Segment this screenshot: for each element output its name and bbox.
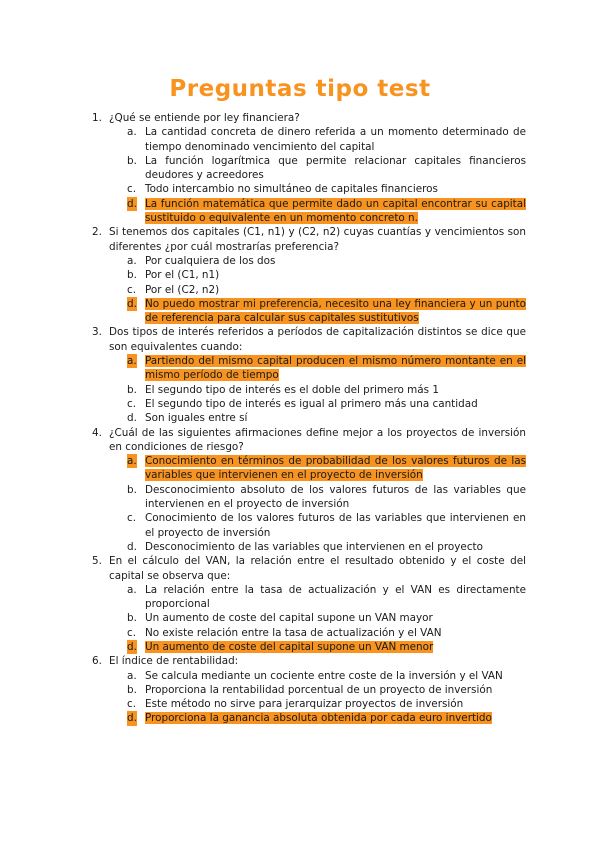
question-list <box>92 111 526 726</box>
option-letter: b. <box>127 154 137 167</box>
answer-option <box>109 154 526 183</box>
answer-option-correct <box>109 454 526 483</box>
option-text: Desconocimiento absoluto de los valores futuros de las variables que intervienen en el proyecto de inversión <box>145 483 526 511</box>
option-letter: d. <box>127 640 137 653</box>
option-text: Todo intercambio no simultáneo de capitales financieros <box>145 183 438 196</box>
option-letter: c. <box>127 698 137 711</box>
option-letter: b. <box>127 269 137 282</box>
option-text: Proporciona la ganancia absoluta obtenida por cada euro invertido <box>145 712 492 725</box>
question-item <box>92 111 526 225</box>
option-letter: a. <box>127 126 137 139</box>
option-letter: a. <box>127 669 137 682</box>
answer-option-correct <box>109 640 526 654</box>
answer-option-correct <box>109 711 526 725</box>
answer-option <box>109 683 526 697</box>
question-text: El índice de rentabilidad: <box>109 655 239 668</box>
option-text: No existe relación entre la tasa de actualización y el VAN <box>145 626 442 639</box>
question-text: ¿Qué se entiende por ley financiera? <box>109 112 300 124</box>
question-item <box>92 325 526 425</box>
option-letter: d. <box>127 540 137 553</box>
option-text: La relación entre la tasa de actualización y el VAN es directamente proporcional <box>145 583 526 611</box>
option-letter: d. <box>127 712 137 725</box>
option-letter: b. <box>127 383 137 396</box>
answer-option <box>109 626 526 640</box>
page-title: Preguntas tipo test <box>169 76 431 102</box>
question-number: 3. <box>92 326 102 339</box>
answer-options <box>109 454 526 554</box>
option-letter: a. <box>127 355 137 368</box>
option-letter: d. <box>127 197 137 210</box>
question-item <box>92 654 526 725</box>
option-text: La función logarítmica que permite relacionar capitales financieros deudores y acreedores <box>145 154 526 182</box>
question-text: Dos tipos de interés referidos a períodos de capitalización distintos se dice que son equivalentes cuando: <box>109 326 526 353</box>
answer-option <box>109 182 526 196</box>
option-text: Por el (C2, n2) <box>145 283 220 296</box>
answer-option <box>109 125 526 154</box>
question-number: 2. <box>92 226 102 239</box>
option-text: Desconocimiento de las variables que intervienen en el proyecto <box>145 540 483 553</box>
answer-option-correct <box>109 197 526 226</box>
option-text: Son iguales entre sí <box>145 412 248 425</box>
answer-options <box>109 669 526 726</box>
answer-option <box>109 669 526 683</box>
question-number: 4. <box>92 426 102 439</box>
question-number: 1. <box>92 112 102 124</box>
answer-options <box>109 583 526 654</box>
option-letter: c. <box>127 626 137 639</box>
option-letter: b. <box>127 683 137 696</box>
answer-option <box>109 611 526 625</box>
option-text: No puedo mostrar mi preferencia, necesito una ley financiera y un punto de referencia para calcular sus capitales sustitutivos <box>145 297 526 325</box>
option-letter: d. <box>127 297 137 310</box>
answer-option <box>109 483 526 512</box>
option-letter: c. <box>127 512 137 525</box>
option-letter: b. <box>127 483 137 496</box>
question-item <box>92 225 526 325</box>
option-text: La cantidad concreta de dinero referida a un momento determinado de tiempo denominado vencimiento del capital <box>145 126 526 153</box>
option-text: La función matemática que permite dado un capital encontrar su capital sustituido o equivalente en un momento concreto n. <box>145 197 526 225</box>
answer-option-correct <box>109 297 526 326</box>
option-text: Por el (C1, n1) <box>145 269 220 282</box>
question-text: ¿Cuál de las siguientes afirmaciones define mejor a los proyectos de inversión en condiciones de riesgo? <box>109 426 526 453</box>
option-text: El segundo tipo de interés es igual al primero más una cantidad <box>145 397 478 410</box>
answer-option <box>109 397 526 411</box>
question-text: En el cálculo del VAN, la relación entre el resultado obtenido y el coste del capital se observa que: <box>109 555 526 582</box>
option-text: Un aumento de coste del capital supone un VAN mayor <box>145 612 433 625</box>
answer-options <box>109 125 526 225</box>
answer-option <box>109 697 526 711</box>
answer-option-correct <box>109 354 526 383</box>
question-number: 6. <box>92 655 102 668</box>
question-number: 5. <box>92 555 102 568</box>
option-text: Este método no sirve para jerarquizar proyectos de inversión <box>145 698 464 711</box>
option-letter: b. <box>127 612 137 625</box>
option-letter: a. <box>127 254 137 267</box>
answer-option <box>109 254 526 268</box>
option-text: El segundo tipo de interés es el doble del primero más 1 <box>145 383 439 396</box>
answer-option <box>109 411 526 425</box>
answer-option <box>109 283 526 297</box>
option-letter: a. <box>127 455 137 468</box>
answer-option <box>109 383 526 397</box>
option-letter: c. <box>127 397 137 410</box>
option-letter: c. <box>127 183 137 196</box>
answer-option <box>109 511 526 540</box>
question-item <box>92 426 526 555</box>
option-text: Un aumento de coste del capital supone un VAN menor <box>145 640 434 653</box>
answer-option <box>109 540 526 554</box>
option-letter: c. <box>127 283 137 296</box>
question-text: Si tenemos dos capitales (C1, n1) y (C2, n2) cuyas cuantías y vencimientos son diferentes ¿por cuál mostrarías preferencia? <box>109 226 526 253</box>
option-text: Se calcula mediante un cociente entre coste de la inversión y el VAN <box>145 669 503 682</box>
option-text: Por cualquiera de los dos <box>145 254 276 267</box>
option-text: Conocimiento en términos de probabilidad de los valores futuros de las variables que intervienen en el proyecto de inversión <box>145 455 526 482</box>
answer-option <box>109 268 526 282</box>
option-letter: d. <box>127 412 137 425</box>
answer-options <box>109 354 526 425</box>
question-item <box>92 554 526 654</box>
option-text: Proporciona la rentabilidad porcentual de un proyecto de inversión <box>145 683 493 696</box>
answer-options <box>109 254 526 325</box>
option-letter: a. <box>127 583 137 596</box>
answer-option <box>109 583 526 612</box>
option-text: Conocimiento de los valores futuros de las variables que intervienen en el proyecto de inversión <box>145 512 526 539</box>
option-text: Partiendo del mismo capital producen el mismo número montante en el mismo período de tiempo <box>145 355 526 382</box>
